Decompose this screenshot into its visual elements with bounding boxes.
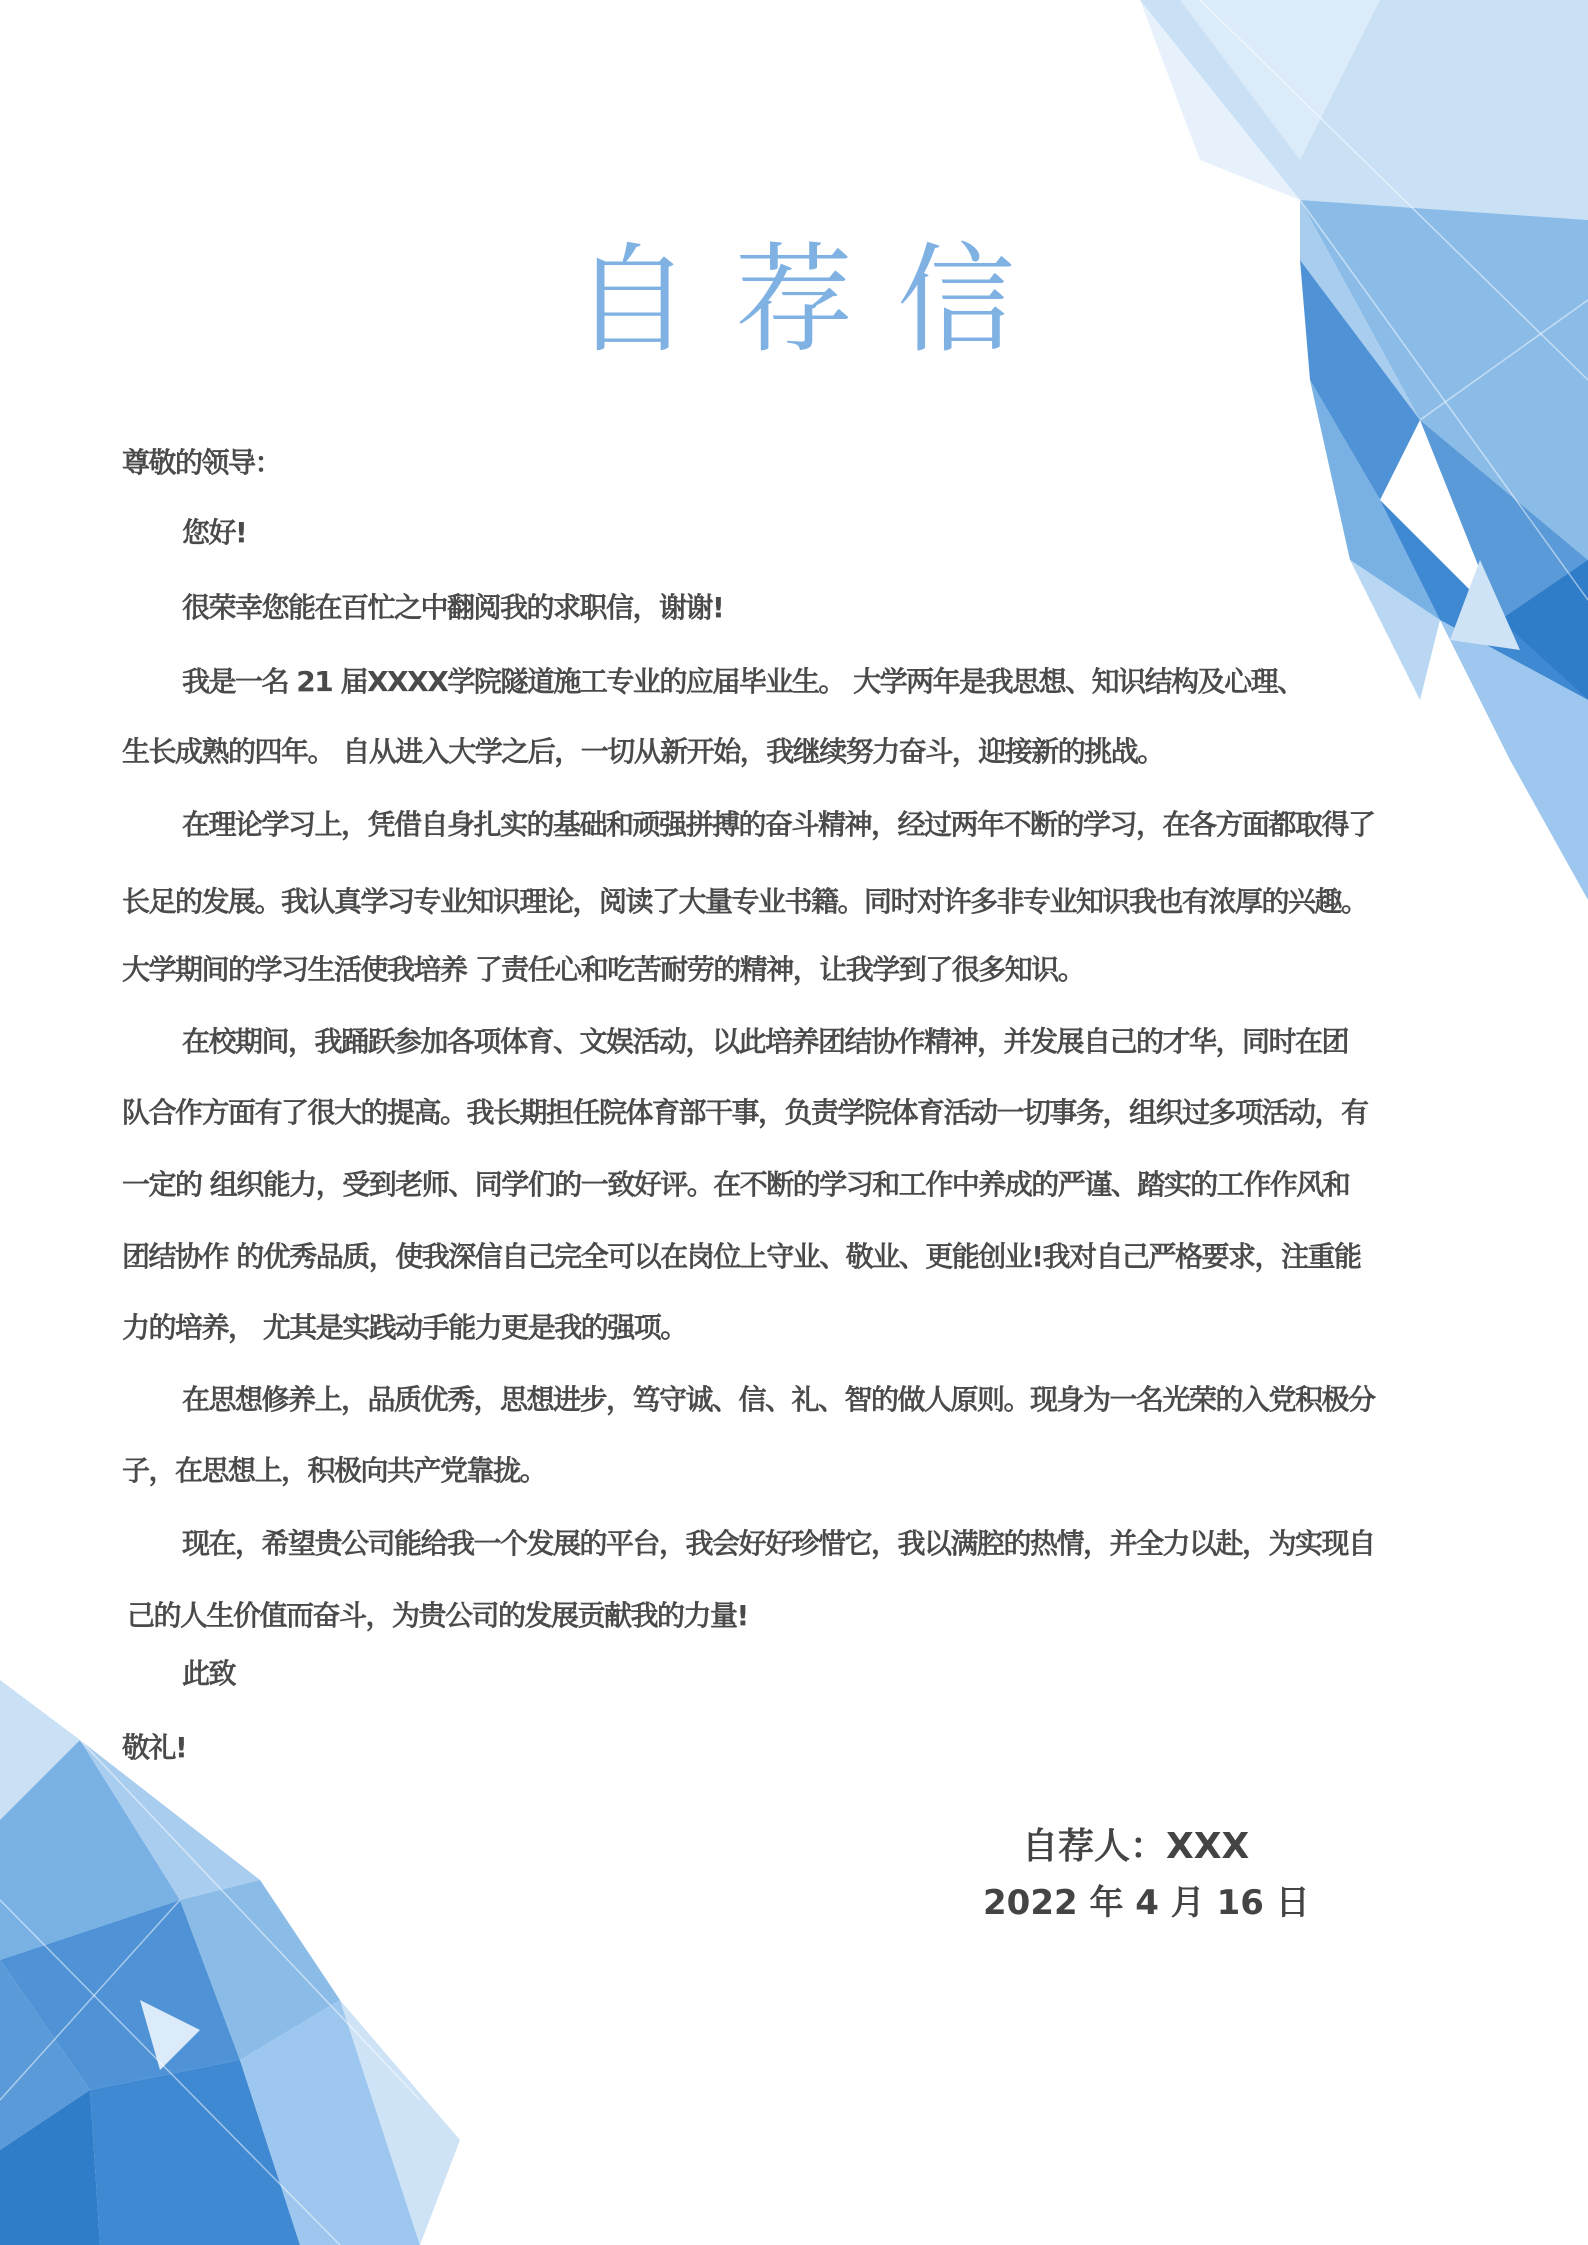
salutation: 尊敬的领导： (122, 446, 282, 479)
closing-salute: 敬礼! (122, 1731, 187, 1764)
letter-line: 生长成熟的四年。 自从进入大学之后，一切从新开始，我继续努力奋斗，迎接新的挑战。 (122, 735, 1164, 768)
letter-line: 子，在思想上，积极向共产党靠拢。 (122, 1454, 547, 1487)
letter-line: 长足的发展。我认真学习专业知识理论，阅读了大量专业书籍。同时对许多非专业知识我也有浓厚的兴趣。 (122, 885, 1368, 918)
top-right-polygons (1140, 0, 1588, 900)
page-title: 自荐信 (572, 231, 1059, 369)
signature-date: 2022 年 4 月 16 日 (983, 1883, 1310, 1923)
letter-line: 在校期间，我踊跃参加各项体育、文娱活动，以此培养团结协作精神，并发展自己的才华，同时在团 (182, 1025, 1349, 1058)
closing-line: 此致 (182, 1657, 236, 1690)
letter-line: 我是一名 21 届XXXX学院隧道施工专业的应届毕业生。 大学两年是我思想、知识结构及心理、 (182, 665, 1304, 698)
letter-line: 己的人生价值而奋斗，为贵公司的发展贡献我的力量! (127, 1599, 748, 1632)
letter-line: 在思想修养上，品质优秀，思想进步，笃守诚、信、礼、智的做人原则。现身为一名光荣的入党积极分 (182, 1383, 1375, 1416)
letter-line: 队合作方面有了很大的提高。我长期担任院体育部干事，负责学院体育活动一切事务，组织过多项活动，有 (122, 1096, 1368, 1129)
letter-line: 在理论学习上，凭借自身扎实的基础和顽强拼搏的奋斗精神，经过两年不断的学习，在各方面都取得了 (182, 808, 1375, 841)
letter-line: 团结协作 的优秀品质，使我深信自己完全可以在岗位上守业、敬业、更能创业!我对自己严格要求，注重能 (122, 1240, 1361, 1273)
letter-line: 力的培养， 尤其是实践动手能力更是我的强项。 (122, 1311, 687, 1344)
bottom-left-polygons (0, 1680, 460, 2245)
signature-name: 自荐人：XXX (1022, 1826, 1250, 1867)
letter-line: 一定的 组织能力，受到老师、同学们的一致好评。在不断的学习和工作中养成的严谨、踏实的工作作风和 (122, 1168, 1350, 1201)
letter-line: 很荣幸您能在百忙之中翻阅我的求职信，谢谢! (182, 591, 724, 624)
greeting: 您好! (182, 516, 247, 549)
letter-line: 大学期间的学习生活使我培养 了责任心和吃苦耐劳的精神，让我学到了很多知识。 (122, 953, 1085, 986)
letter-line: 现在，希望贵公司能给我一个发展的平台，我会好好珍惜它，我以满腔的热情，并全力以赴，为实现自 (182, 1527, 1375, 1560)
